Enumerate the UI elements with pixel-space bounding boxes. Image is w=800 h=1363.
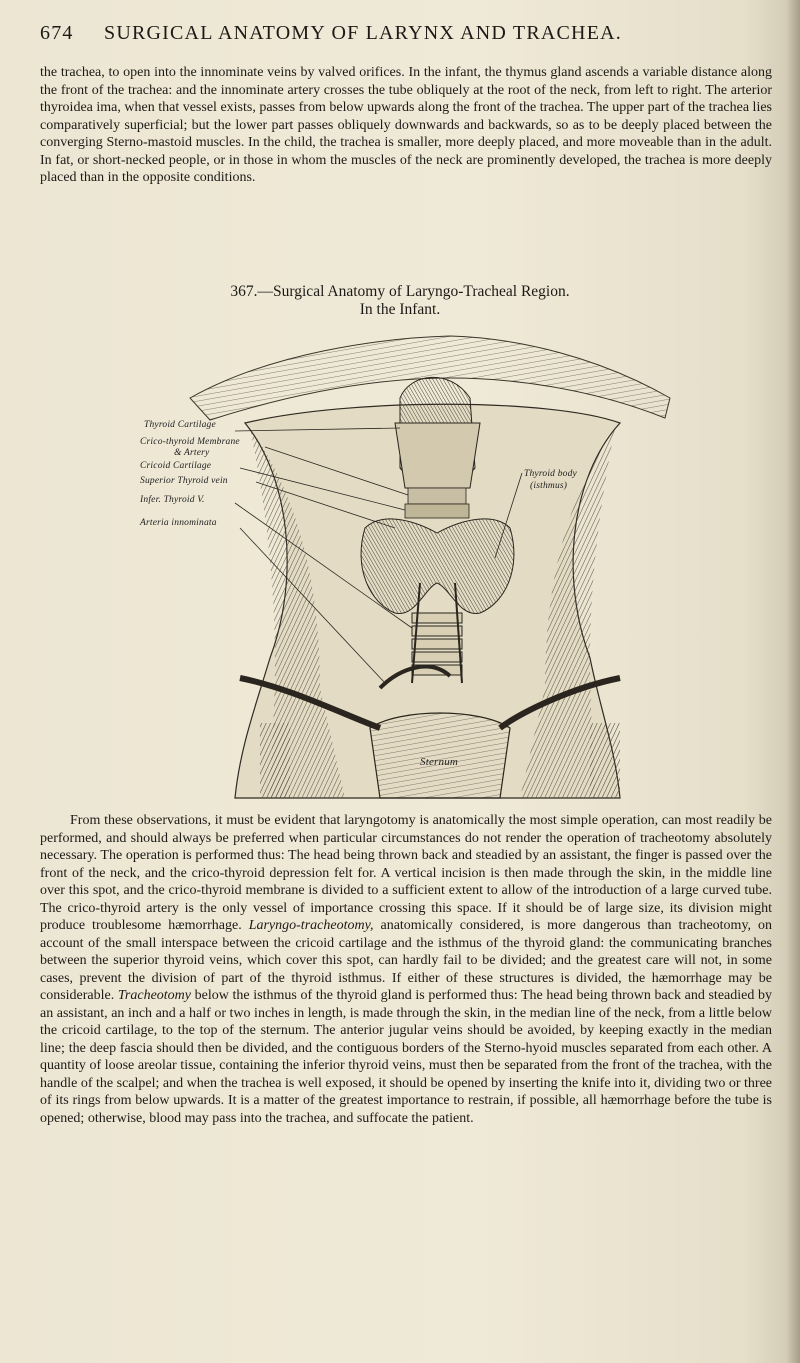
paragraph-operations (40, 812, 772, 1127)
running-head (40, 22, 770, 50)
term-laryngo-tracheotomy: Laryngo-tracheotomy, (248, 918, 374, 933)
page-edge-shadow (786, 0, 800, 1363)
label-cricoid-cartilage: Cricoid Cartilage (140, 461, 212, 471)
label-thyroid-cartilage: Thyroid Cartilage (144, 420, 216, 430)
crico-thyroid-membrane (408, 488, 466, 504)
figure-subcaption: In the Infant. (359, 301, 441, 318)
label-and-artery: & Artery (174, 448, 210, 458)
lower-left-block (260, 723, 290, 798)
label-inferior-thyroid-vein: Infer. Thyroid V. (140, 495, 205, 505)
lower-right-block (590, 723, 620, 798)
label-thyroid-body: Thyroid body (524, 469, 577, 479)
neck-dissection-illustration (150, 328, 710, 806)
term-tracheotomy: Tracheotomy (117, 988, 192, 1003)
label-sternum: Sternum (420, 756, 459, 768)
thyroid-cartilage (395, 423, 480, 488)
label-isthmus: (isthmus) (530, 481, 568, 491)
operations-text-1: From these observations, it must be evident that laryngotomy is anatomically the most simple operation, can most readily be performed, and should always be preferred when particular circumstances do not render the operation of tracheotomy absolutely necessary. The operation is performed thus: The head being thrown back and steadied by an assistant, the finger is passed over the front of the neck, and the crico-thyroid depression felt for. A vertical incision is then made through the skin, in the middle line over this spot, and the crico-thyroid membrane is divided to a sufficient extent to allow of the introduction of a large curved tube. The crico-thyroid artery is the only vessel of importance crossing this space. If it should be of large size, its division might produce troublesome hæmorrhage. (40, 813, 772, 933)
figure-caption: 367.—Surgical Anatomy of Laryngo-Tracheal Region. (230, 283, 570, 300)
page-number: 674 (40, 22, 74, 44)
label-arteria-innominata: Arteria innominata (140, 518, 217, 528)
operations-text-2: anatomically considered, is more dangerous than tracheotomy, on account of the small interspace between the cricoid cartilage and the isthmus of the thyroid gland: the communicating branches between the superior thyroid veins, which cover this spot, can hardly fail to be divided; and the greatest care will not, in some cases, prevent the division of part of the thyroid isthmus. If either of these structures is divided, the hæmorrhage may be considerable. (40, 918, 772, 1003)
operations-text-3: below the isthmus of the thyroid gland is performed thus: The head being thrown back and steadied by an assistant, an inch and a half or two inches in length, is made through the skin, in the median line of the neck, from a little below the cricoid cartilage, to the top of the sternum. The anterior jugular veins should be avoided, by keeping exactly in the median line; the deep fascia should then be divided, and the contiguous borders of the Sterno-hyoid muscles separated from each other. A quantity of loose areolar tissue, containing the inferior thyroid veins, must then be separated from the front of the trachea, with the handle of the scalpel; and when the trachea is well exposed, it should be opened by inserting the knife into it, dividing two or three of its rings from below upwards. It is a matter of the greatest importance to restrain, if possible, all hæmorrhage before the tube is opened; otherwise, blood may pass into the trachea, and suffocate the patient. (40, 988, 773, 1126)
anatomical-figure (140, 328, 710, 806)
cricoid-cartilage (405, 504, 469, 518)
label-superior-thyroid-vein: Superior Thyroid vein (140, 476, 228, 486)
label-crico-thyroid-membrane: Crico-thyroid Membrane (140, 437, 240, 447)
running-title: SURGICAL ANATOMY OF LARYNX AND TRACHEA. (104, 22, 622, 44)
paragraph-trachea-relations: the trachea, to open into the innominate veins by valved orifices. In the infant, the thymus gland ascends a variable distance along the front of the trachea: and the innominate artery crosses the tube obliquely at the root of the neck, from left to right. The arterior thyroidea ima, when that vessel exists, passes from below upwards along the front of the trachea. The upper part of the trachea lies comparatively superficial; but the lower part passes obliquely downwards and backwards, so as to be deeply placed between the converging Sterno-mastoid muscles. In the child, the trachea is smaller, more deeply placed, and more moveable than in the adult. In fat, or short-necked people, or in those in whom the muscles of the neck are prominently developed, the trachea is more deeply placed than in the opposite conditions. (40, 65, 772, 185)
